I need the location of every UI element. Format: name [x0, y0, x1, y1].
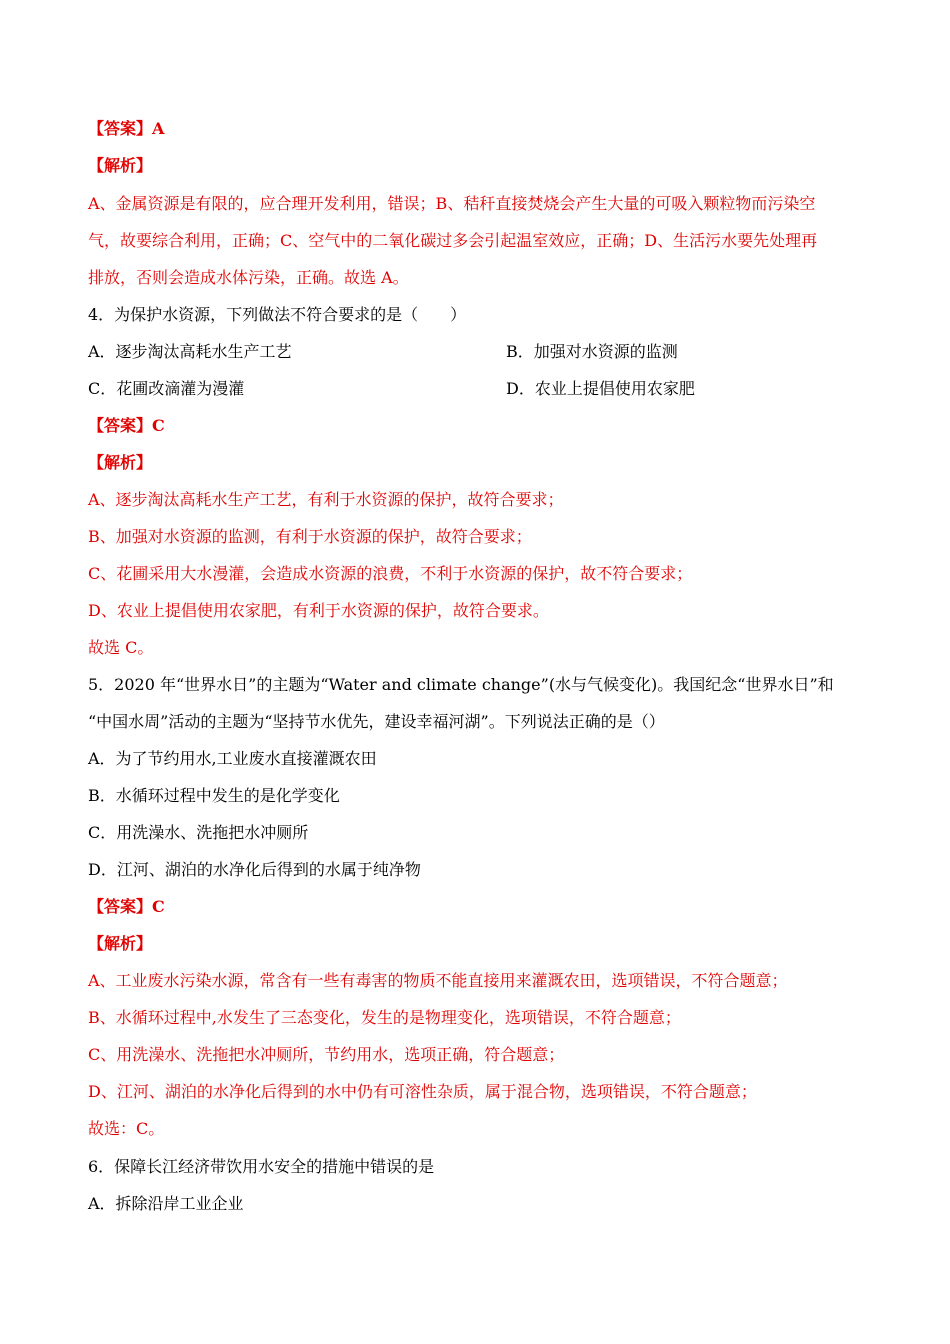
q4-conclusion: 故选 C。: [88, 638, 154, 657]
q6-stem: 6．保障长江经济带饮用水安全的措施中错误的是: [88, 1157, 435, 1176]
q3-analysis-line: 气，故要综合利用，正确；C、空气中的二氧化碳过多会引起温室效应，正确；D、生活污水要先处理再: [88, 231, 818, 250]
q3-analysis-label: 【解析】: [88, 156, 153, 175]
q5-analysis-label: 【解析】: [88, 934, 153, 953]
q4-option-a: A．逐步淘汰高耗水生产工艺: [88, 342, 292, 361]
q5-option-c: C．用洗澡水、洗拖把水冲厕所: [88, 823, 309, 842]
q4-stem: 4．为保护水资源，下列做法不符合要求的是（ ）: [88, 305, 467, 324]
q5-option-d: D．江河、湖泊的水净化后得到的水属于纯净物: [88, 860, 421, 879]
q5-analysis-line: B、水循环过程中,水发生了三态变化，发生的是物理变化，选项错误，不符合题意；: [88, 1008, 681, 1027]
q3-analysis-line: A、金属资源是有限的，应合理开发利用，错误；B、秸秆直接焚烧会产生大量的可吸入颗粒物而污染空: [88, 194, 816, 213]
q4-option-row: [88, 341, 678, 363]
q3-analysis-line: 排放，否则会造成水体污染，正确。故选 A。: [88, 268, 409, 287]
q5-analysis-line: A、工业废水污染水源，常含有一些有毒害的物质不能直接用来灌溉农田，选项错误，不符合题意；: [88, 971, 788, 990]
q4-analysis-line: D、农业上提倡使用农家肥，有利于水资源的保护，故符合要求。: [88, 601, 549, 620]
q4-option-c: C．花圃改滴灌为漫灌: [88, 379, 245, 398]
q4-option-d: D．农业上提倡使用农家肥: [506, 379, 695, 398]
q5-analysis-line: D、江河、湖泊的水净化后得到的水中仍有可溶性杂质，属于混合物，选项错误，不符合题意；: [88, 1082, 757, 1101]
q5-stem-line: “中国水周”活动的主题为“坚持节水优先，建设幸福河湖”。下列说法正确的是（）: [88, 712, 665, 731]
q4-analysis-line: C、花圃采用大水漫灌，会造成水资源的浪费，不利于水资源的保护，故不符合要求；: [88, 564, 693, 583]
q5-conclusion: 故选：C。: [88, 1119, 165, 1138]
q3-answer: 【答案】A: [88, 119, 165, 138]
q4-option-b: B．加强对水资源的监测: [506, 342, 678, 361]
q4-analysis-line: A、逐步淘汰高耗水生产工艺，有利于水资源的保护，故符合要求；: [88, 490, 564, 509]
q5-stem-line: 5．2020 年“世界水日”的主题为“Water and climate change”(水与气候变化)。我国纪念“世界水日”和: [88, 675, 834, 694]
q4-analysis-line: B、加强对水资源的监测，有利于水资源的保护，故符合要求；: [88, 527, 532, 546]
q4-analysis-label: 【解析】: [88, 453, 153, 472]
q4-option-row: [88, 378, 695, 400]
q4-answer: 【答案】C: [88, 416, 165, 435]
q5-option-b: B．水循环过程中发生的是化学变化: [88, 786, 340, 805]
q5-analysis-line: C、用洗澡水、洗拖把水冲厕所，节约用水，选项正确，符合题意；: [88, 1045, 565, 1064]
q6-option-a: A．拆除沿岸工业企业: [88, 1194, 244, 1213]
q5-answer: 【答案】C: [88, 897, 165, 916]
q5-option-a: A．为了节约用水,工业废水直接灌溉农田: [88, 749, 377, 768]
